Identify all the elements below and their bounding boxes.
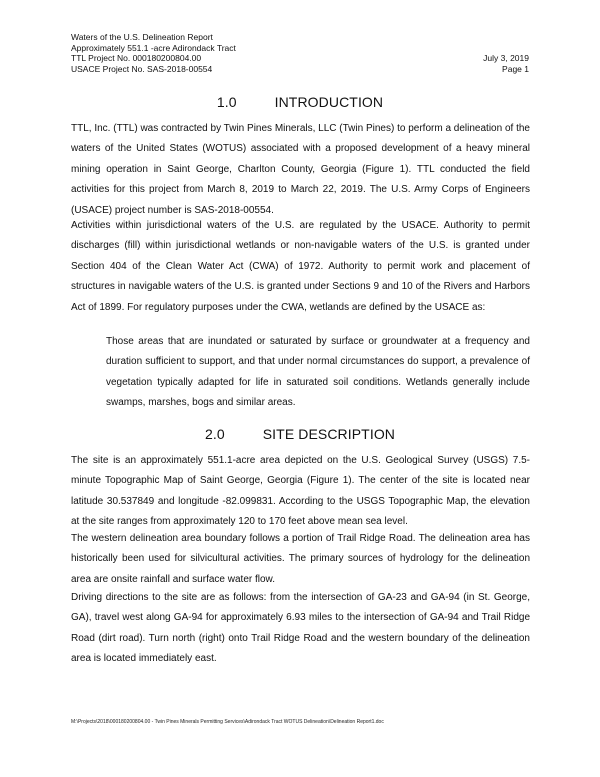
section-2-heading — [0, 426, 600, 442]
ttl-project-number: TTL Project No. 000180200804.00 — [71, 53, 202, 64]
usace-project-number: USACE Project No. SAS-2018-00554 — [71, 63, 213, 74]
section-1-number: 1.0 — [216, 94, 237, 110]
page-header — [71, 32, 529, 74]
section-1-title: INTRODUCTION — [274, 94, 384, 110]
site-paragraph-1: The site is an approximately 551.1-acre area depicted on the U.S. Geological Survey (USGS) 7.5-minute Topographic Map of Saint George, Georgia (Figure 1). The center of the site is located near latitude 30.537849 and longitude -82.099831. According to the USGS Topographic Map, the elevation at the site ranges from approximately 120 to 170 feet above mean sea level. — [71, 455, 530, 528]
wetland-definition-quote: Those areas that are inundated or saturated by surface or groundwater at a frequency and duration sufficient to support, and that under normal circumstances do support, a prevalence of vegetation typically adapted for life in saturated soil conditions. Wetlands generally include swamps, marshes, bogs and similar areas. — [106, 336, 530, 409]
page-number: Page 1 — [502, 63, 529, 74]
section-2-number: 2.0 — [204, 426, 225, 442]
tract-name: Approximately 551.1 -acre Adirondack Tract — [71, 42, 236, 53]
intro-paragraph-2: Activities within jurisdictional waters of the U.S. are regulated by the USACE. Authority to permit discharges (fill) within jurisdictional wetlands or non-navigable waters of the U.S. is granted under Section 404 of the Clean Water Act (CWA) of 1972. Authority to permit work and placement of structures in navigable waters of the U.S. is granted under Sections 9 and 10 of the Rivers and Harbors Act of 1899. For regulatory purposes under the CWA, wetlands are defined by the USACE as: — [71, 220, 530, 313]
intro-paragraph-1: TTL, Inc. (TTL) was contracted by Twin Pines Minerals, LLC (Twin Pines) to perform a delineation of the waters of the United States (WOTUS) associated with a proposed development of a heavy mineral mining operation in Saint George, Charlton County, Georgia (Figure 1). TTL conducted the field activities for this project from March 8, 2019 to March 22, 2019. The U.S. Army Corps of Engineers (USACE) project number is SAS-2018-00554. — [71, 123, 530, 216]
site-paragraph-2: The western delineation area boundary follows a portion of Trail Ridge Road. The delineation area has historically been used for silvicultural activities. The primary sources of hydrology for the delineation area are onsite rainfall and surface water flow. — [71, 533, 530, 585]
site-paragraph-3: Driving directions to the site are as follows: from the intersection of GA-23 and GA-94 (in St. George, GA), travel west along GA-94 for approximately 6.93 miles to the intersection of GA-94 and Trail Ridge Road (dirt road). Turn north (right) onto Trail Ridge Road and the western boundary of the delineation area is located immediately east. — [71, 592, 530, 665]
section-2-title: SITE DESCRIPTION — [262, 426, 396, 442]
report-date: July 3, 2019 — [483, 53, 529, 64]
report-title: Waters of the U.S. Delineation Report — [71, 32, 213, 42]
file-path-footer: M:\Projects\2018\000180200804.00 - Twin Pines Minerals Permitting Services\Adirondack Tract WOTUS Delineation\Delineation Report1.doc — [71, 719, 384, 725]
section-1-heading — [0, 94, 600, 110]
